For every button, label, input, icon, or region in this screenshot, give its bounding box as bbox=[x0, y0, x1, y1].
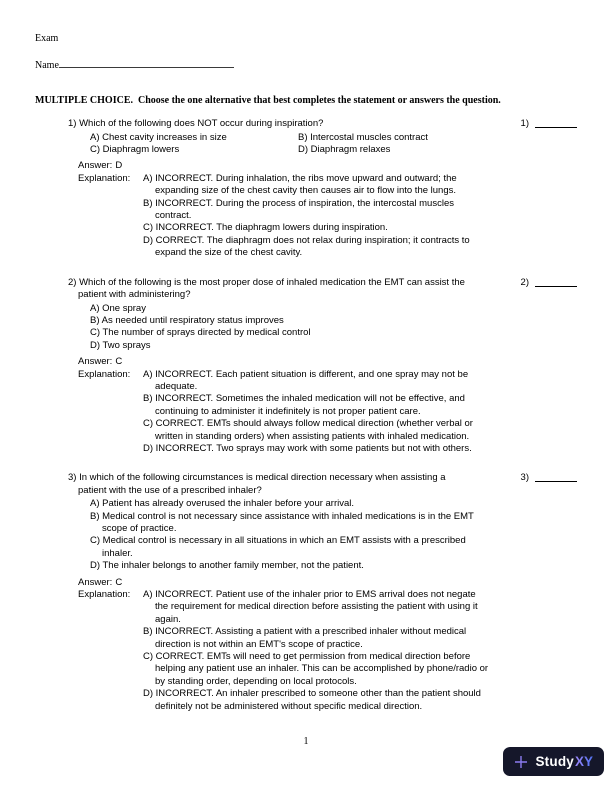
explanation-item: D) INCORRECT. An inhaler prescribed to someone other than the patient should definitely not be administered without specific medical direction. bbox=[143, 688, 481, 712]
options-list bbox=[90, 132, 577, 157]
questions bbox=[35, 118, 577, 713]
explanation-item: D) CORRECT. The diaphragm does not relax during inspiration; it contracts to expand the size of the chest cavity. bbox=[143, 234, 470, 259]
answer-line bbox=[78, 577, 577, 589]
option: A) Patient has already overused the inhaler before your arrival. bbox=[90, 498, 355, 510]
explanation-item: D) INCORRECT. Two sprays may work with some patients but not with others. bbox=[143, 442, 472, 454]
explanation-item: A) INCORRECT. During inhalation, the ribs move upward and outward; the expanding size of the chest cavity then causes air to flow into the lungs. bbox=[143, 172, 457, 197]
explanation-items bbox=[143, 173, 491, 260]
explanation-items bbox=[143, 589, 491, 713]
answer-blank bbox=[521, 118, 577, 130]
question-text: 3) In which of the following circumstances is medical direction necessary when assisting a patient with the use of a prescribed inhaler? bbox=[68, 472, 446, 496]
name-label: Name bbox=[35, 60, 59, 72]
option: A) Chest cavity increases in size bbox=[90, 131, 227, 143]
logo-text-study: Study bbox=[535, 753, 574, 769]
page-number: 1 bbox=[303, 735, 309, 747]
option: B) As needed until respiratory status improves bbox=[90, 314, 284, 326]
answer-blank-number: 2) bbox=[520, 276, 529, 288]
answer-value: C bbox=[115, 356, 123, 368]
explanation-item: A) INCORRECT. Patient use of the inhaler prior to EMS arrival does not negate the requirement for medical direction before assisting the patient with using it again. bbox=[143, 589, 478, 625]
option: C) Diaphragm lowers bbox=[90, 144, 180, 156]
explanation-item: B) INCORRECT. Assisting a patient with a prescribed inhaler without medical direction is not within an EMT's scope of practice. bbox=[143, 626, 467, 650]
answer-value: D bbox=[115, 160, 123, 172]
question-block bbox=[68, 472, 577, 713]
answer-label: Answer: bbox=[78, 576, 113, 588]
explanation-label: Explanation: bbox=[78, 589, 131, 601]
answer-blank-number: 1) bbox=[520, 118, 529, 130]
option: A) One spray bbox=[90, 302, 146, 314]
answer-blank bbox=[521, 472, 577, 484]
explanation-section bbox=[78, 589, 577, 713]
question-block bbox=[68, 118, 577, 259]
question-text: 1) Which of the following does NOT occur during inspiration? bbox=[68, 118, 324, 130]
name-row bbox=[35, 59, 577, 72]
question-row bbox=[68, 472, 577, 497]
option: D) Diaphragm relaxes bbox=[298, 144, 391, 156]
answer-blank-number: 3) bbox=[520, 472, 529, 484]
answer-label: Answer: bbox=[78, 356, 113, 368]
option: B) Medical control is not necessary since assistance with inhaled medications is in the EMT scope of practice. bbox=[90, 510, 474, 534]
answer-blank-line bbox=[535, 481, 577, 482]
explanation-label: Explanation: bbox=[78, 172, 131, 184]
question-row bbox=[68, 277, 577, 302]
document-header bbox=[35, 33, 577, 73]
answer-blank-line bbox=[535, 286, 577, 287]
option: B) Intercostal muscles contract bbox=[298, 131, 428, 143]
plus-icon bbox=[514, 755, 528, 769]
explanation-section bbox=[78, 173, 577, 260]
question-block bbox=[68, 277, 577, 456]
answer-blank-line bbox=[535, 127, 577, 128]
logo-text-xy: XY bbox=[574, 753, 593, 769]
explanation-item: A) INCORRECT. Each patient situation is different, and one spray may not be adequate. bbox=[143, 368, 469, 392]
answer-blank bbox=[521, 277, 577, 289]
exam-title: Exam bbox=[35, 33, 59, 44]
explanation-label: Explanation: bbox=[78, 368, 131, 380]
question-row bbox=[68, 118, 577, 130]
explanation-item: C) INCORRECT. The diaphragm lowers during inspiration. bbox=[143, 222, 388, 234]
options-list bbox=[90, 303, 485, 353]
option: D) The inhaler belongs to another family member, not the patient. bbox=[90, 560, 364, 572]
name-blank-line bbox=[59, 59, 234, 68]
answer-line bbox=[78, 356, 577, 368]
explanation-item: B) INCORRECT. Sometimes the inhaled medication will not be effective, and continuing to administer it indefinitely is not proper patient care. bbox=[143, 393, 465, 417]
answer-label: Answer: bbox=[78, 160, 113, 172]
answer-line bbox=[78, 160, 577, 172]
option: C) The number of sprays directed by medical control bbox=[90, 327, 311, 339]
explanation-section bbox=[78, 369, 577, 456]
options-list bbox=[90, 498, 485, 572]
answer-value: C bbox=[115, 576, 123, 588]
studyxy-logo-badge[interactable] bbox=[503, 747, 604, 776]
section-instructions: MULTIPLE CHOICE. Choose the one alternative that best completes the statement or answers the question. bbox=[35, 94, 501, 106]
option: C) Medical control is necessary in all situations in which an EMT assists with a prescribed inhaler. bbox=[90, 535, 466, 559]
explanation-item: C) CORRECT. EMTs should always follow medical direction (whether verbal or written in standing orders) when assisting patients with inhaled medication. bbox=[143, 418, 473, 442]
explanation-item: C) CORRECT. EMTs will need to get permission from medical direction before helping any patient use an inhaler. This can be accomplished by phone/radio or by standing order, depending on local protocols. bbox=[143, 651, 489, 687]
explanation-items bbox=[143, 369, 491, 456]
explanation-item: B) INCORRECT. During the process of inspiration, the intercostal muscles contract. bbox=[143, 197, 454, 222]
option: D) Two sprays bbox=[90, 339, 151, 351]
question-text: 2) Which of the following is the most proper dose of inhaled medication the EMT can assist the patient with administering? bbox=[68, 276, 465, 301]
